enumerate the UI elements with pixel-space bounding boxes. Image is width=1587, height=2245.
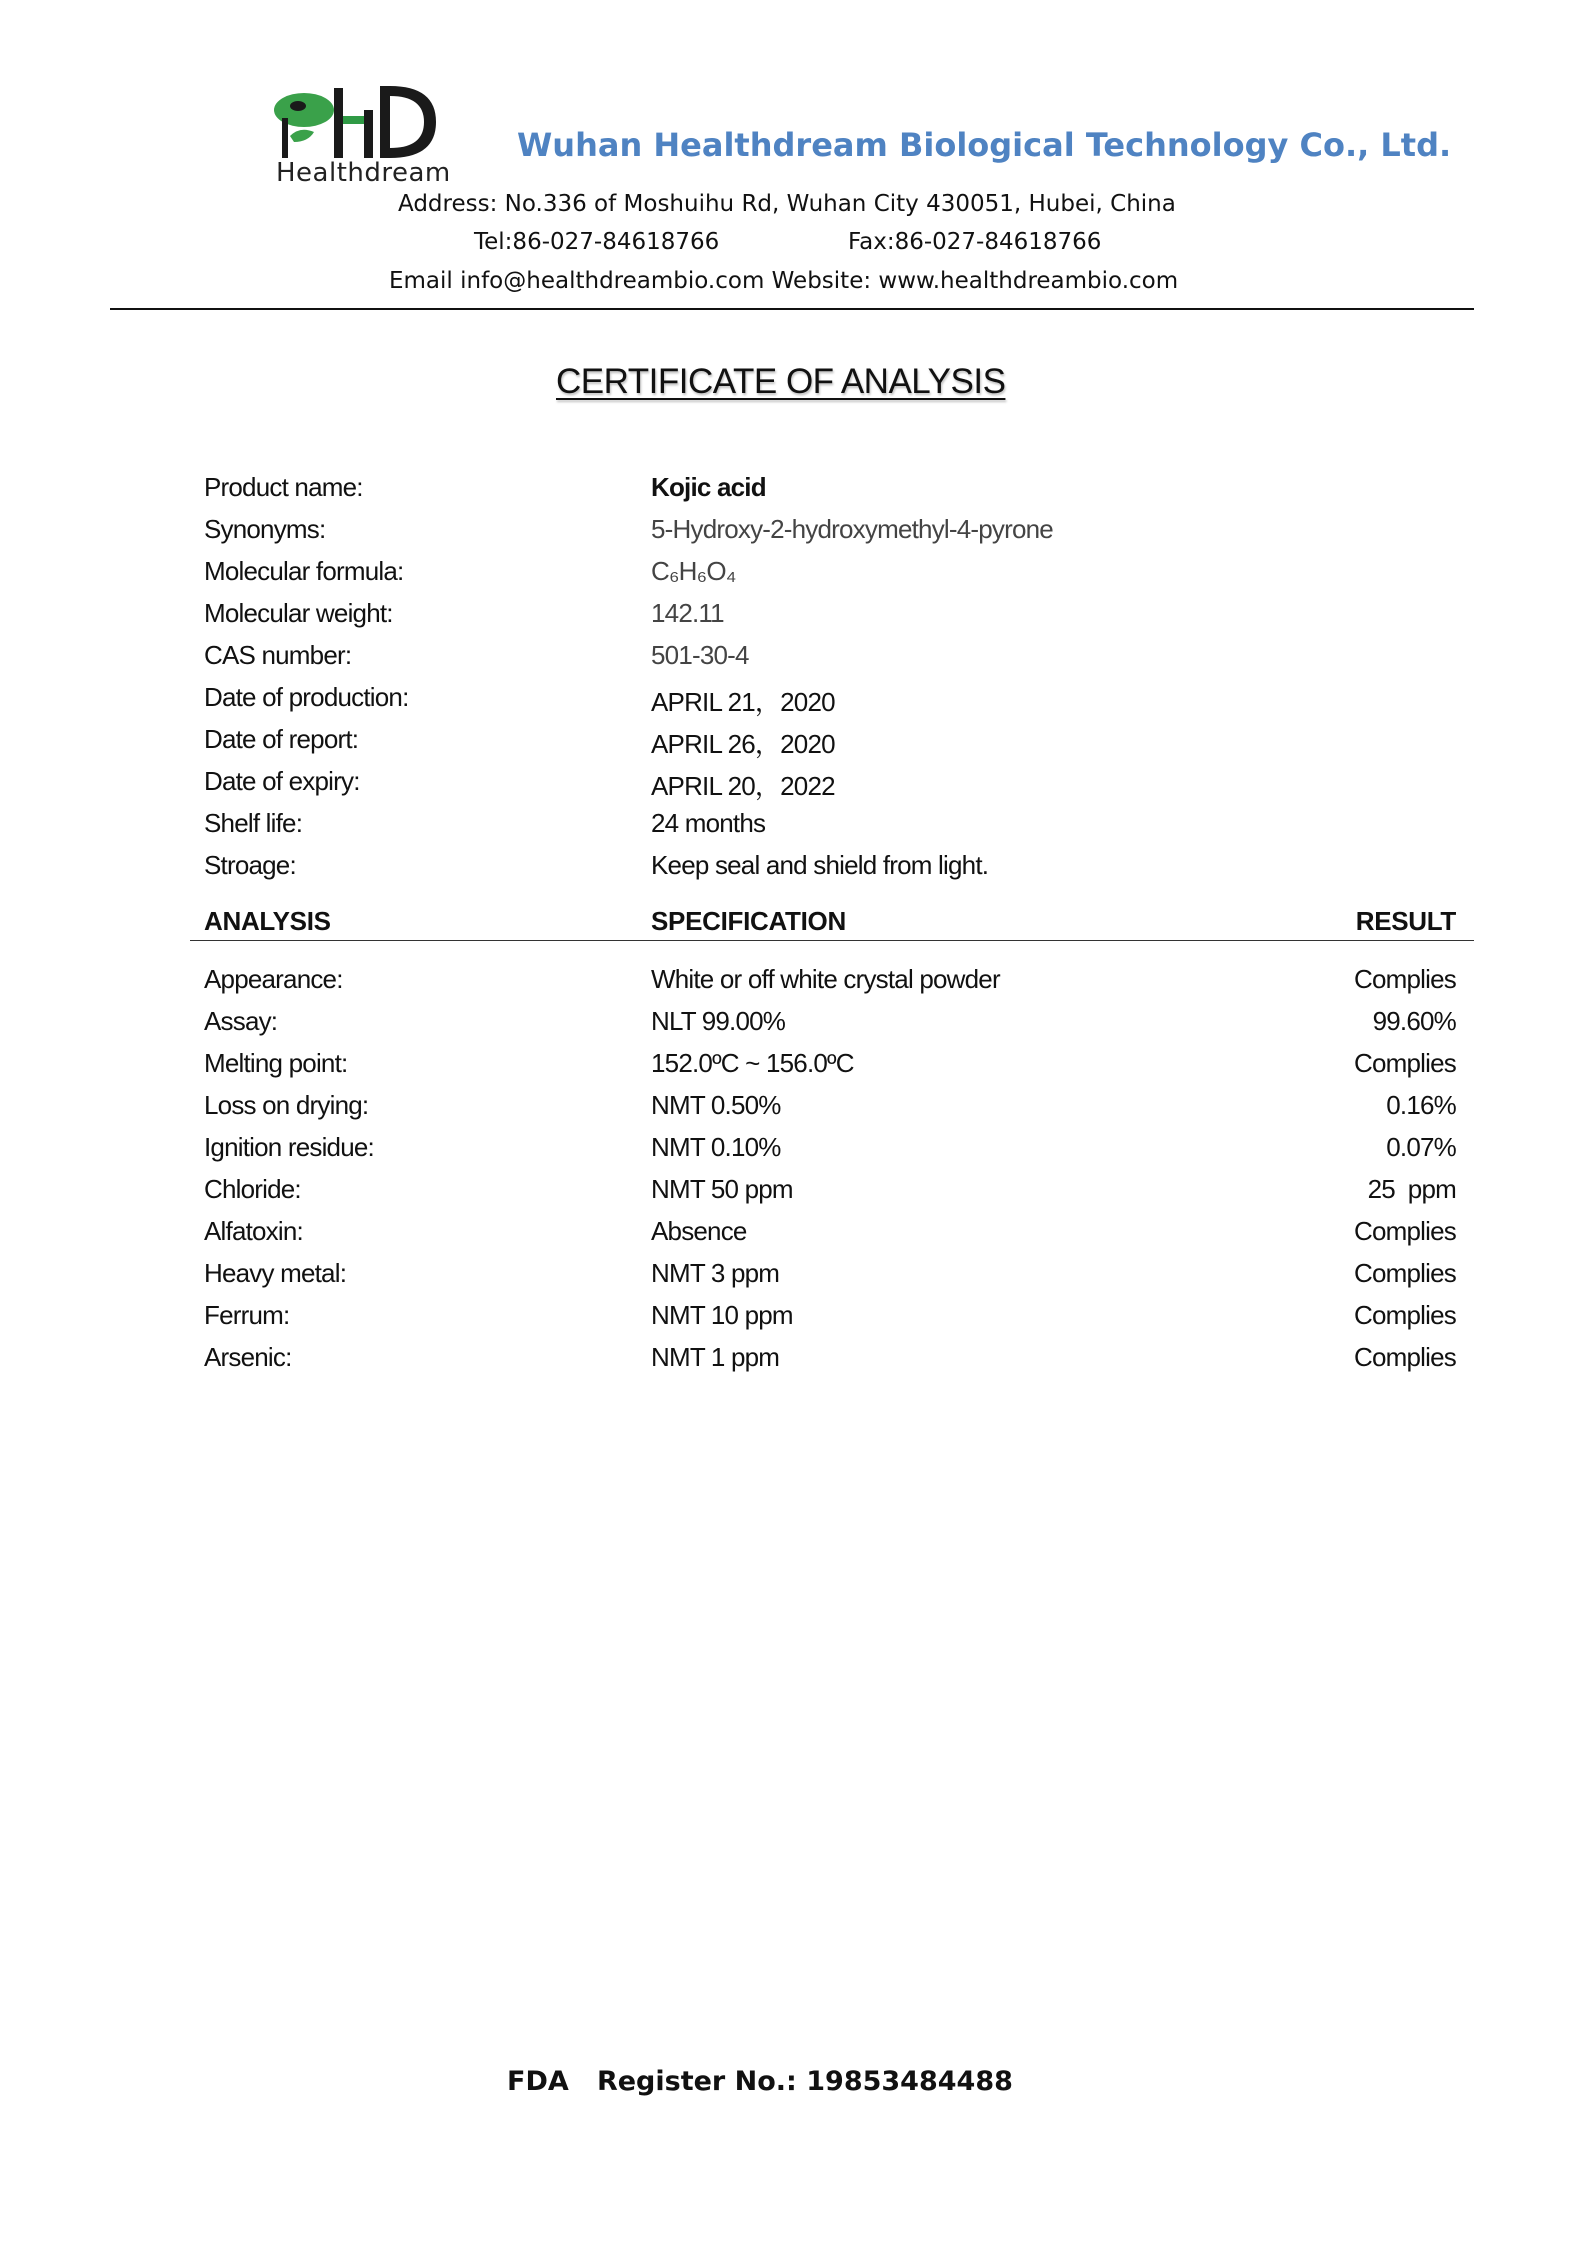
info-row — [0, 598, 1587, 640]
info-value: Keep seal and shield from light. — [651, 850, 989, 880]
result-cell: 0.07% — [1386, 1132, 1456, 1162]
specification-cell: NMT 3 ppm — [651, 1258, 780, 1288]
result-cell: Complies — [1354, 1300, 1456, 1330]
info-value: 24 months — [651, 808, 766, 838]
analysis-cell: Ferrum: — [204, 1300, 290, 1330]
info-label: Product name: — [204, 472, 363, 502]
analysis-cell: Appearance: — [204, 964, 343, 994]
info-row — [0, 724, 1587, 766]
specification-cell: NMT 1 ppm — [651, 1342, 780, 1372]
info-row — [0, 514, 1587, 556]
info-row — [0, 472, 1587, 514]
analysis-cell: Heavy metal: — [204, 1258, 347, 1288]
info-row — [0, 850, 1587, 892]
result-cell: Complies — [1354, 1342, 1456, 1372]
info-label: Stroage: — [204, 850, 296, 880]
table-row — [0, 1258, 1587, 1300]
table-header-divider — [190, 940, 1474, 941]
logo-wordmark: Healthdream — [276, 158, 451, 188]
fda-register-number: FDA Register No.: 19853484488 — [507, 2066, 1013, 2097]
result-cell: Complies — [1354, 1048, 1456, 1078]
analysis-cell: Ignition residue: — [204, 1132, 374, 1162]
column-header-analysis: ANALYSIS — [204, 906, 331, 936]
specification-cell: 152.0ºC ~ 156.0ºC — [651, 1048, 854, 1078]
document-title: CERTIFICATE OF ANALYSIS — [556, 362, 1006, 401]
table-row — [0, 1174, 1587, 1216]
specification-cell: NMT 10 ppm — [651, 1300, 793, 1330]
company-tel: Tel:86-027-84618766 — [474, 229, 720, 255]
table-row — [0, 1090, 1587, 1132]
company-logo — [268, 82, 458, 192]
info-label: Molecular formula: — [204, 556, 404, 586]
result-cell: Complies — [1354, 1258, 1456, 1288]
analysis-table-header — [0, 906, 1587, 948]
info-label: Molecular weight: — [204, 598, 393, 628]
info-label: Date of report: — [204, 724, 359, 754]
specification-cell: Absence — [651, 1216, 747, 1246]
info-label: CAS number: — [204, 640, 352, 670]
analysis-cell: Assay: — [204, 1006, 278, 1036]
info-label: Synonyms: — [204, 514, 326, 544]
specification-cell: NLT 99.00% — [651, 1006, 786, 1036]
analysis-cell: Arsenic: — [204, 1342, 292, 1372]
header-divider — [110, 308, 1474, 310]
healthdream-logo-icon — [268, 82, 458, 162]
column-header-result: RESULT — [1355, 906, 1456, 936]
table-row — [0, 1216, 1587, 1258]
specification-cell: NMT 0.10% — [651, 1132, 781, 1162]
info-row — [0, 808, 1587, 850]
info-row — [0, 682, 1587, 724]
info-row — [0, 556, 1587, 598]
info-value: Kojic acid — [651, 472, 766, 502]
result-cell: 25 ppm — [1367, 1174, 1456, 1204]
specification-cell: NMT 0.50% — [651, 1090, 781, 1120]
analysis-cell: Chloride: — [204, 1174, 301, 1204]
info-value: 5-Hydroxy-2-hydroxymethyl-4-pyrone — [651, 514, 1053, 544]
info-label: Date of production: — [204, 682, 409, 712]
table-row — [0, 1048, 1587, 1090]
table-row — [0, 1300, 1587, 1342]
analysis-cell: Melting point: — [204, 1048, 348, 1078]
info-value: 142.11 — [651, 598, 724, 628]
result-cell: Complies — [1354, 964, 1456, 994]
result-cell: 99.60% — [1372, 1006, 1456, 1036]
company-address: Address: No.336 of Moshuihu Rd, Wuhan City 430051, Hubei, China — [398, 191, 1176, 217]
info-value: APRIL 21，2020 — [651, 687, 835, 717]
info-value: APRIL 20，2022 — [651, 771, 835, 801]
info-label: Date of expiry: — [204, 766, 360, 796]
result-cell: Complies — [1354, 1216, 1456, 1246]
info-value: APRIL 26，2020 — [651, 729, 835, 759]
specification-cell: NMT 50 ppm — [651, 1174, 793, 1204]
info-label: Shelf life: — [204, 808, 303, 838]
analysis-cell: Loss on drying: — [204, 1090, 369, 1120]
table-row — [0, 1132, 1587, 1174]
column-header-specification: SPECIFICATION — [651, 906, 846, 936]
info-value: 501-30-4 — [651, 640, 749, 670]
analysis-cell: Alfatoxin: — [204, 1216, 303, 1246]
info-value: C₆H₆O₄ — [651, 556, 736, 586]
table-row — [0, 1006, 1587, 1048]
company-fax: Fax:86-027-84618766 — [848, 229, 1102, 255]
table-row — [0, 1342, 1587, 1384]
company-email-website: Email info@healthdreambio.com Website: www.healthdreambio.com — [389, 268, 1179, 294]
info-row — [0, 766, 1587, 808]
table-row — [0, 964, 1587, 1006]
company-name: Wuhan Healthdream Biological Technology Co., Ltd. — [517, 126, 1452, 164]
specification-cell: White or off white crystal powder — [651, 964, 1000, 994]
result-cell: 0.16% — [1386, 1090, 1456, 1120]
info-row — [0, 640, 1587, 682]
